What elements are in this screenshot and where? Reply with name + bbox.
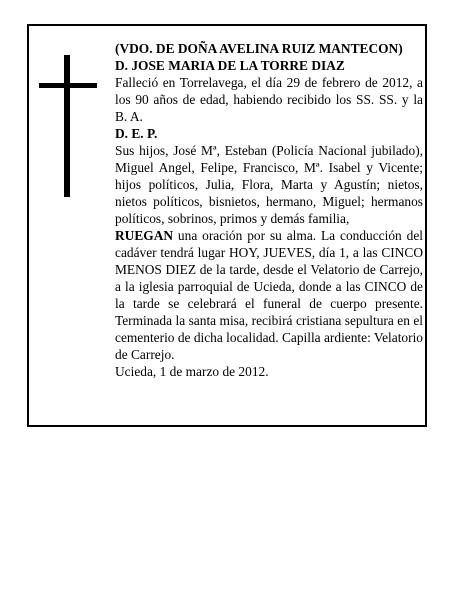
place-date: Ucieda, 1 de marzo de 2012. xyxy=(115,364,269,379)
service-paragraph xyxy=(115,227,423,363)
obituary-notice xyxy=(27,24,427,427)
deceased-name: D. JOSE MARIA DE LA TORRE DIAZ xyxy=(115,58,345,73)
family-list: Sus hijos, José Mª, Esteban (Policía Nacional jubilado), Miguel Angel, Felipe, Francisco, Mª. Isabel y Vicente; hijos políticos, Julia, Flora, Marta y Agustín; nietos, nietos políticos, bisnietos, hermano, Miguel; hermanos políticos, sobrinos, primos y demás familia, xyxy=(115,143,423,226)
ruegan-word: RUEGAN xyxy=(115,228,174,243)
cross-icon xyxy=(39,55,97,197)
service-info: una oración por su alma. La conducción del cadáver tendrá lugar HOY, JUEVES, día 1, a las CINCO MENOS DIEZ de la tarde, desde el Velatorio de Carrejo, a la iglesia parroquial de Ucieda, donde a las CINCO de la tarde se celebrará el funeral de cuerpo presente. Terminada la santa misa, recibirá cristiana sepultura en el cementerio de dicha localidad. Capilla ardiente: Velatorio de Carrejo. xyxy=(115,228,423,362)
notice-text xyxy=(115,40,423,380)
death-info: Falleció en Torrelavega, el día 29 de febrero de 2012, a los 90 años de edad, habiendo recibido los SS. SS. y la B. A. xyxy=(115,75,423,124)
widow-line: (VDO. DE DOÑA AVELINA RUIZ MANTECON) xyxy=(115,41,403,56)
dep-line: D. E. P. xyxy=(115,126,158,141)
cross-vertical-bar xyxy=(64,55,70,197)
cross-horizontal-bar xyxy=(39,83,97,88)
